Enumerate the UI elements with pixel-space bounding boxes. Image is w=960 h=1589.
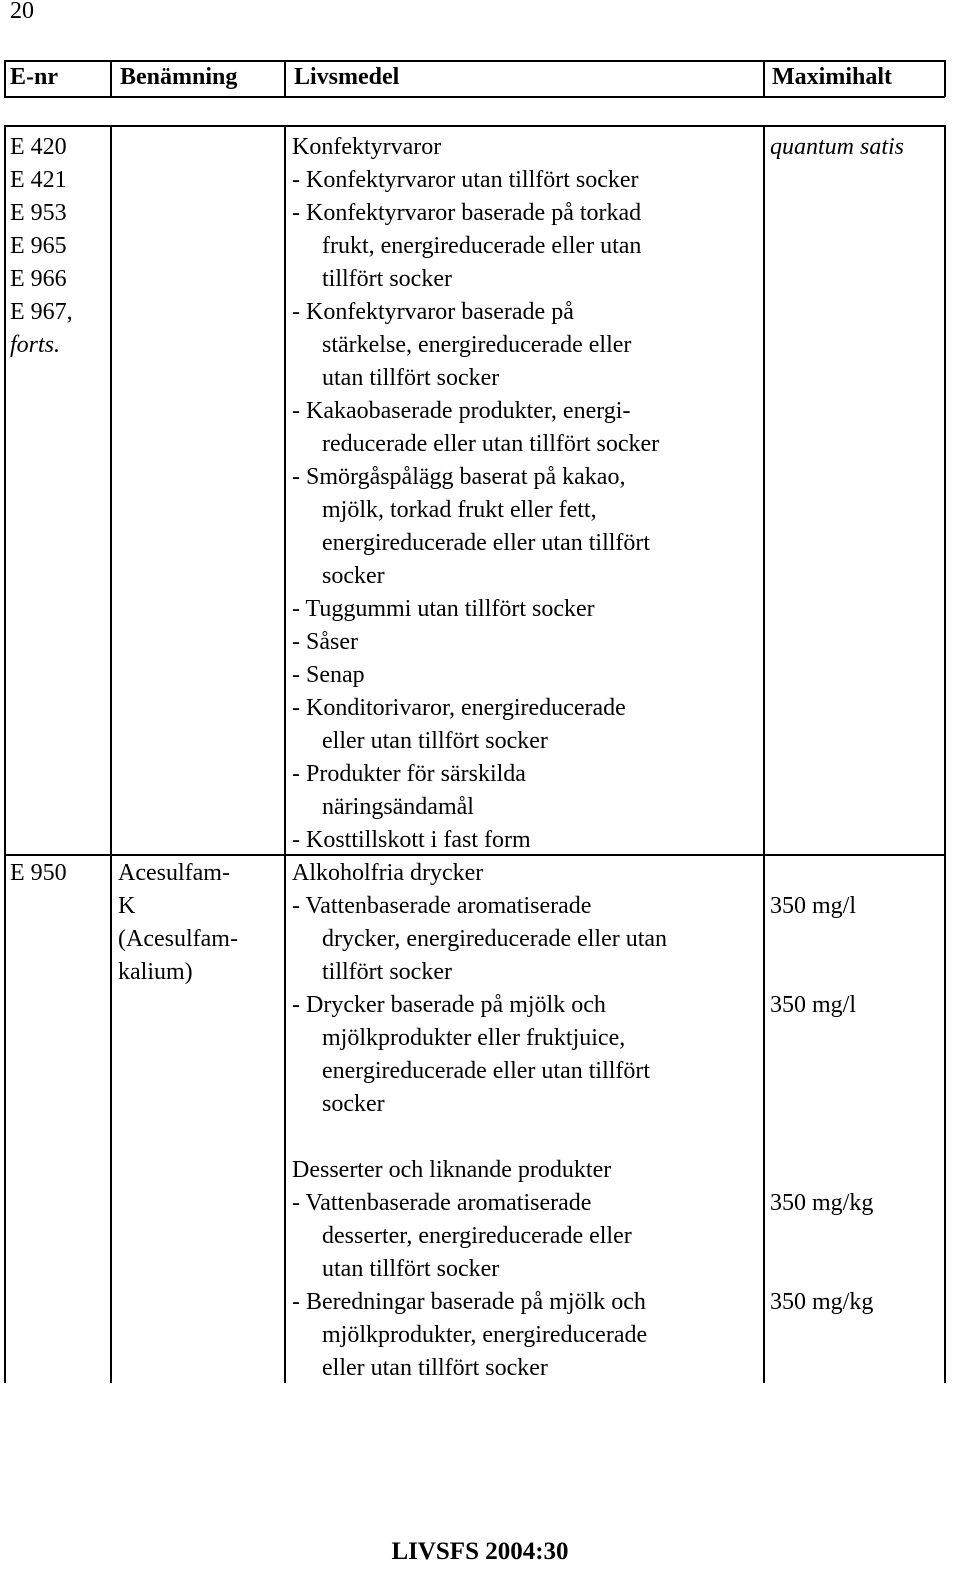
- blank-line: [292, 1121, 667, 1154]
- max-blank: [770, 857, 873, 890]
- food-item: - Såser: [292, 629, 358, 655]
- enr-code: E 965: [10, 233, 67, 259]
- food-item-cont: tillfört socker: [322, 266, 452, 292]
- enr-code: E 421: [10, 167, 67, 193]
- food-item-cont: mjölkprodukter eller fruktjuice,: [322, 1025, 626, 1051]
- food-item: - Senap: [292, 662, 365, 688]
- food-item-cont: frukt, energireducerade eller utan: [322, 233, 642, 259]
- row1-max: quantum satis: [770, 134, 905, 160]
- max-value: 350 mg/kg: [770, 1190, 874, 1216]
- food-item-cont: mjölkprodukter, energireducerade: [322, 1322, 648, 1348]
- food-item-cont: mjölk, torkad frukt eller fett,: [322, 497, 597, 523]
- header-name: Benämning: [120, 64, 238, 90]
- header-bottom-border: [4, 96, 945, 98]
- max-value: 350 mg/kg: [770, 1289, 874, 1315]
- food-item: - Konditorivaror, energireducerade: [292, 695, 626, 721]
- max-value: 350 mg/l: [770, 893, 857, 919]
- page-number: 20: [10, 0, 34, 24]
- food-item-cont: stärkelse, energireducerade eller: [322, 332, 632, 358]
- max-blank: [770, 1154, 873, 1187]
- food-item: - Drycker baserade på mjölk och: [292, 992, 606, 1018]
- max-blank: [770, 1220, 873, 1253]
- enr-code: E 967,: [10, 299, 73, 325]
- food-item: - Konfektyrvaror baserade på torkad: [292, 200, 642, 226]
- food-heading: Alkoholfria drycker: [292, 860, 484, 886]
- col-line-left: [4, 60, 6, 97]
- food-item-cont: utan tillfört socker: [322, 365, 500, 391]
- body-top-border: [4, 125, 945, 127]
- food-item-cont: desserter, energireducerade eller: [322, 1223, 632, 1249]
- col-line-left: [4, 125, 6, 1383]
- additive-name: K: [118, 893, 136, 919]
- col-line-3: [763, 125, 765, 1383]
- col-line-right: [944, 125, 946, 1383]
- food-item: - Vattenbaserade aromatiserade: [292, 893, 592, 919]
- food-item-cont: utan tillfört socker: [322, 1256, 500, 1282]
- additive-name: kalium): [118, 959, 193, 985]
- col-line-2: [284, 125, 286, 1383]
- continued-note: forts.: [10, 332, 61, 358]
- col-line-right: [944, 60, 946, 97]
- food-item-cont: drycker, energireducerade eller utan: [322, 926, 668, 952]
- food-item-cont: energireducerade eller utan tillfört: [322, 530, 651, 556]
- max-blank: [770, 956, 873, 989]
- additive-name: Acesulfam-: [118, 860, 230, 886]
- food-item-cont: energireducerade eller utan tillfört: [322, 1058, 651, 1084]
- max-value: 350 mg/l: [770, 992, 857, 1018]
- row2-food-list: [292, 857, 667, 1385]
- col-line-1: [110, 60, 112, 97]
- header-max: Maximihalt: [772, 64, 892, 90]
- food-item: - Produkter för särskilda: [292, 761, 526, 787]
- food-item: - Beredningar baserade på mjölk och: [292, 1289, 646, 1315]
- max-blank: [770, 923, 873, 956]
- row1-codes: [10, 131, 73, 362]
- food-item: - Kakaobaserade produkter, energi-: [292, 398, 631, 424]
- max-blank: [770, 1022, 873, 1055]
- food-item-cont: tillfört socker: [322, 959, 452, 985]
- row1-food-list: [292, 131, 659, 857]
- food-item-cont: eller utan tillfört socker: [322, 1355, 548, 1381]
- food-item-cont: reducerade eller utan tillfört socker: [322, 431, 660, 457]
- additive-name: (Acesulfam-: [118, 926, 238, 952]
- col-line-2: [284, 60, 286, 97]
- food-item: - Smörgåspålägg baserat på kakao,: [292, 464, 626, 490]
- enr-code: E 953: [10, 200, 67, 226]
- food-heading: Desserter och liknande produkter: [292, 1157, 612, 1183]
- food-item-cont: näringsändamål: [322, 794, 474, 820]
- max-blank: [770, 1121, 873, 1154]
- header-food: Livsmedel: [294, 64, 400, 90]
- col-line-3: [763, 60, 765, 97]
- max-blank: [770, 1055, 873, 1088]
- food-item: - Tuggummi utan tillfört socker: [292, 596, 595, 622]
- row2-name: [118, 857, 238, 989]
- food-heading: Konfektyrvaror: [292, 134, 442, 160]
- col-line-1: [110, 125, 112, 1383]
- row2-max-list: [770, 857, 873, 1319]
- header-enr: E-nr: [10, 64, 58, 90]
- table-top-border: [4, 60, 945, 62]
- food-item-cont: socker: [322, 1091, 385, 1117]
- food-item-cont: socker: [322, 563, 385, 589]
- food-item: - Kosttillskott i fast form: [292, 827, 531, 853]
- row2-code: E 950: [10, 860, 67, 886]
- enr-code: E 420: [10, 134, 67, 160]
- food-item: - Vattenbaserade aromatiserade: [292, 1190, 592, 1216]
- food-item-cont: eller utan tillfört socker: [322, 728, 548, 754]
- food-item: - Konfektyrvaror utan tillfört socker: [292, 167, 639, 193]
- max-blank: [770, 1253, 873, 1286]
- enr-code: E 966: [10, 266, 67, 292]
- food-item: - Konfektyrvaror baserade på: [292, 299, 574, 325]
- document-footer: LIVSFS 2004:30: [391, 1538, 569, 1565]
- max-blank: [770, 1088, 873, 1121]
